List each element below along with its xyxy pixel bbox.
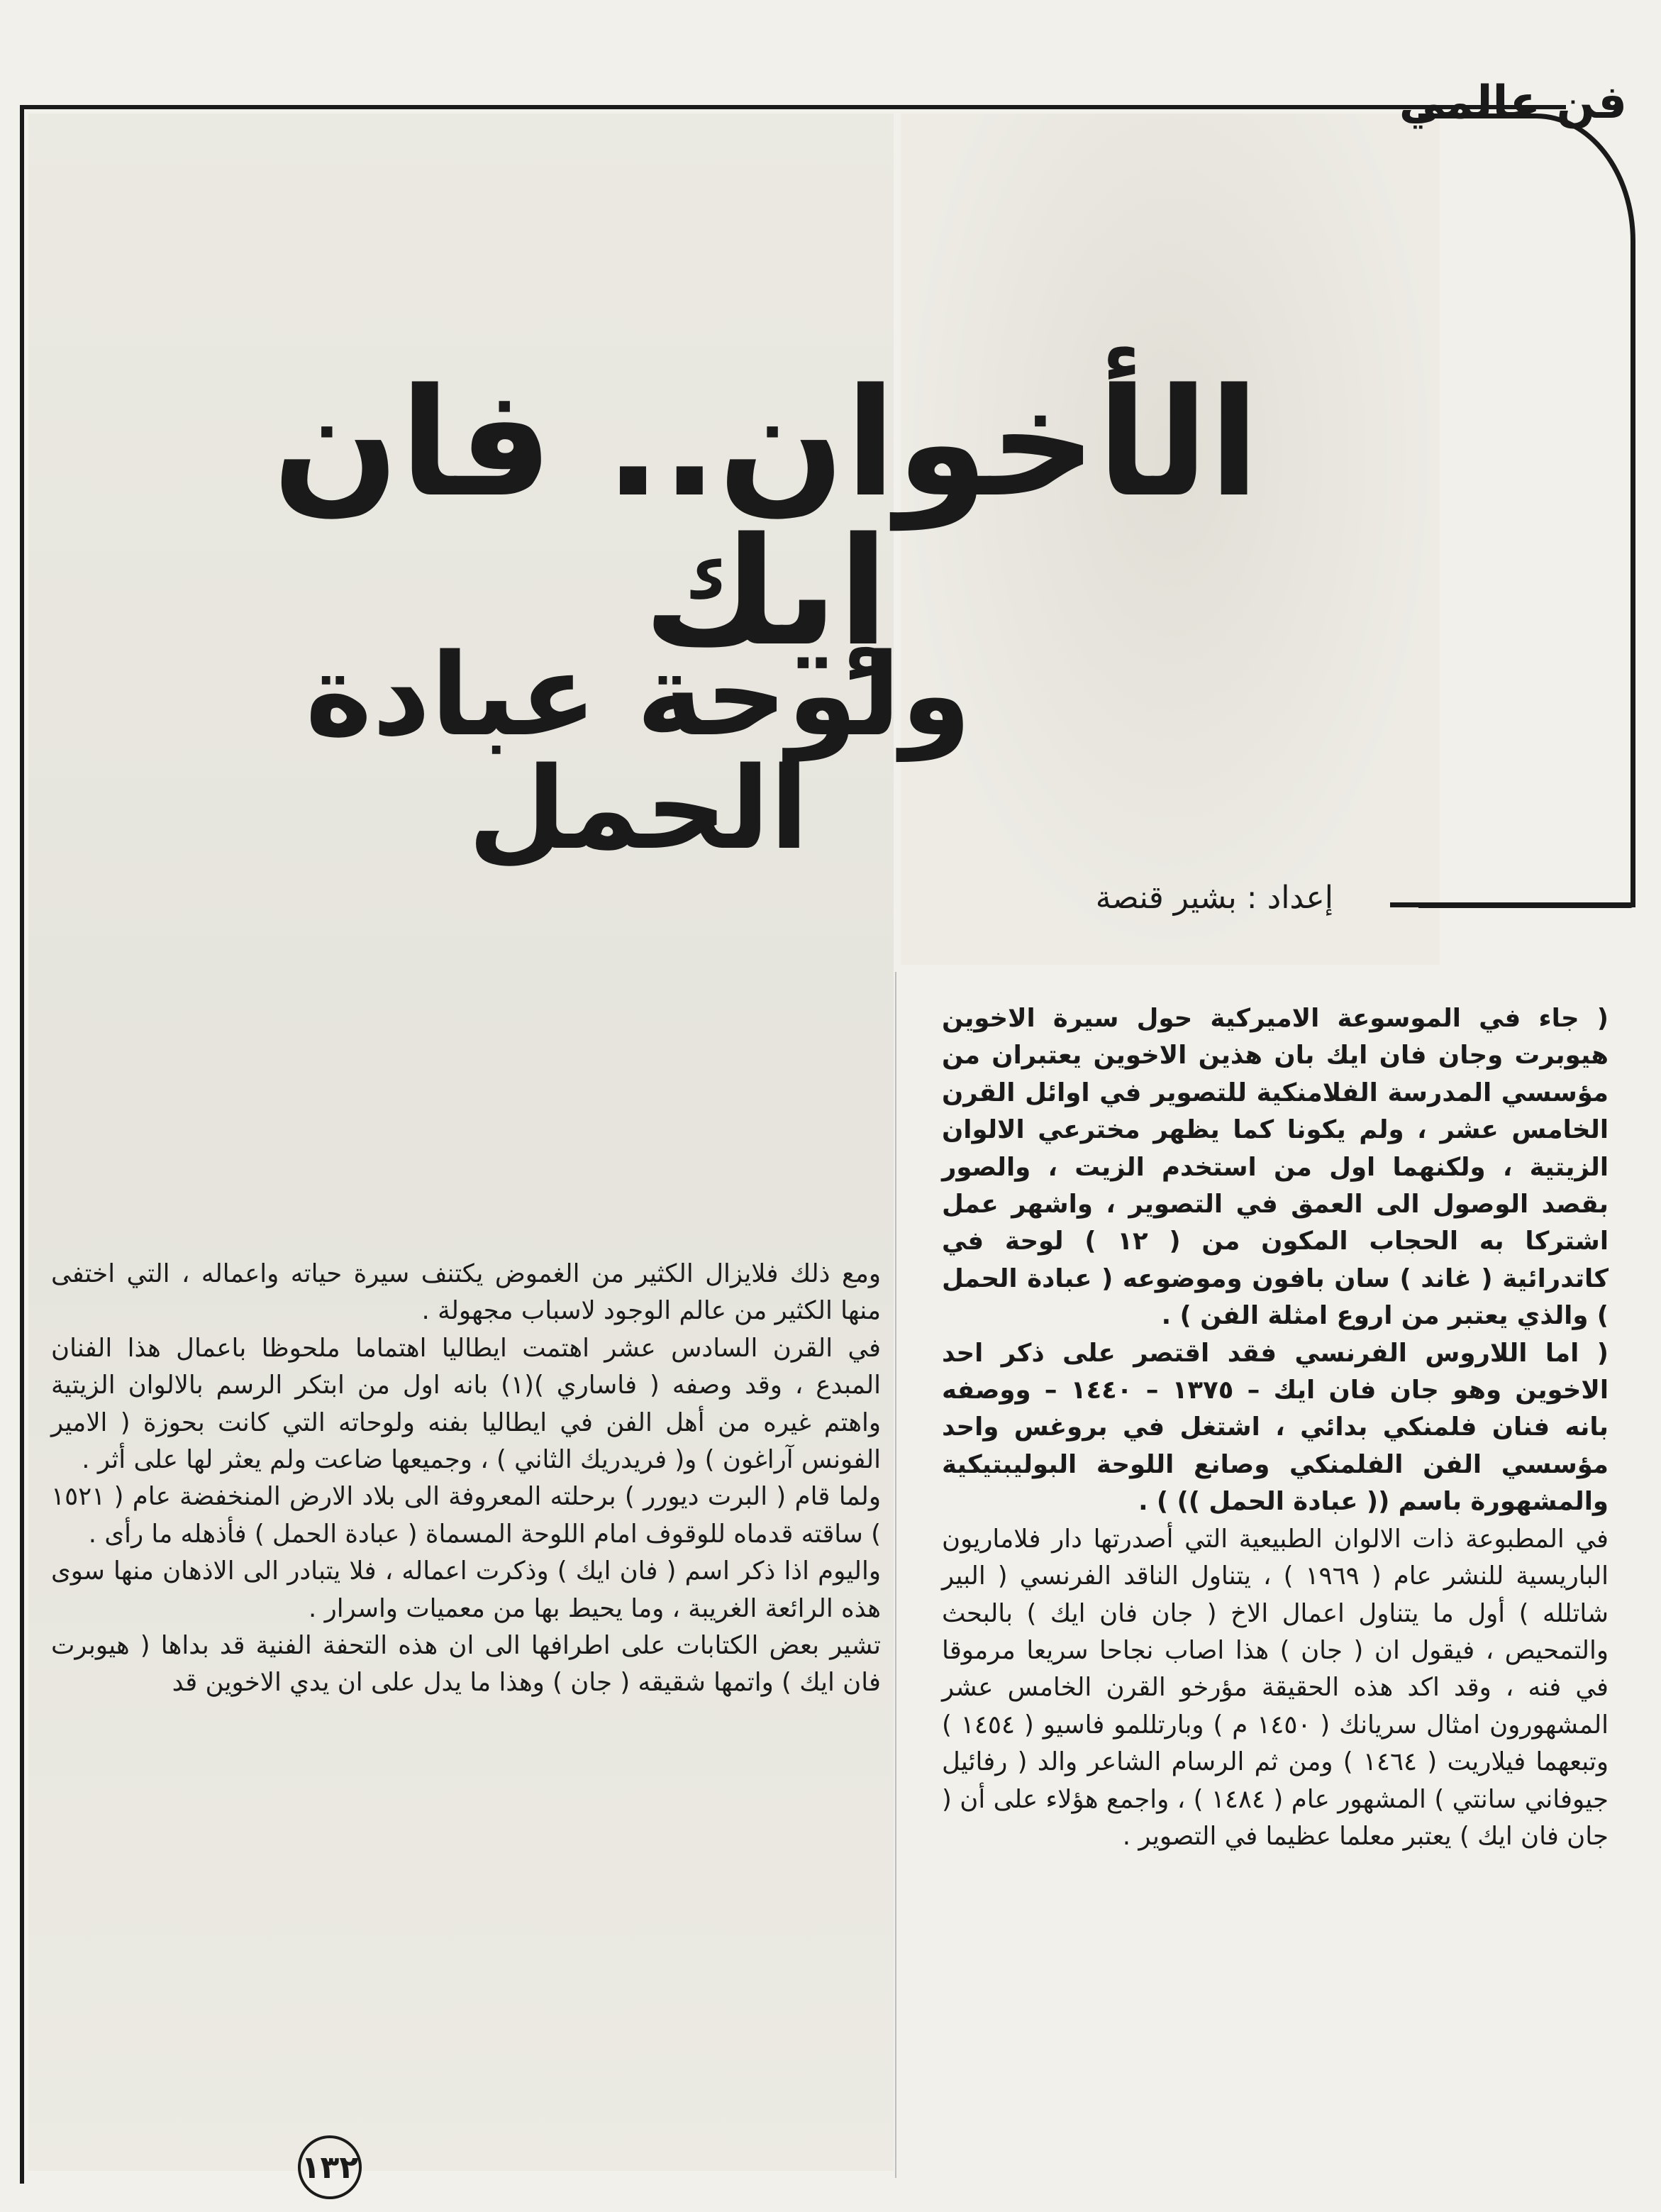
paragraph: ( جاء في الموسوعة الاميركية حول سيرة الاخوين هيوبرت وجان فان ايك بان هذين الاخوين يعتبران من مؤسسي المدرسة الفلامنكية للتصوير في اوائل القرن الخامس عشر ، ولم يكونا كما يظهر مخترعي الالوان الزيتية ، ولكنهما اول من استخدم الزيت ، والصور بقصد الوصول الى العمق في التصوير ، واشهر عمل اشتركا به الحجاب المكون من ( ١٢ ) لوحة في كاتدرائية ( غاند ) سان بافون وموضوعه ( عبادة الحمل ) والذي يعتبر من اروع امثلة الفن ) . [942, 1004, 1609, 1331]
paragraph: ولما قام ( البرت ديورر ) برحلته المعروفة الى بلاد الارض المنخفضة عام ( ١٥٢١ ) ساقته قدماه للوقوف امام اللوحة المسماة ( عبادة الحمل ) فأذهله ما رأى . [51, 1482, 881, 1549]
article-subtitle: ولوحة عبادة الحمل [305, 629, 972, 875]
title-bracket [1418, 114, 1635, 908]
article-title: الأخوان.. فان إيك [272, 356, 1260, 679]
left-column-text [51, 1256, 881, 1702]
page-number: ١٣٢ [298, 2135, 362, 2199]
paragraph: في القرن السادس عشر اهتمت ايطاليا اهتماما ملحوظا باعمال هذا الفنان المبدع ، وقد وصفه ( فاساري )(١) بانه اول من ابتكر الرسم بالالوان الزيتية واهتم غيره من أهل الفن في ايطاليا بفنه ولوحاته التي كانت بحوزة ( الامير الفونس آراغون ) و( فريدريك الثاني ) ، وجميعها ضاعت ولم يعثر لها على أثر . [51, 1333, 882, 1475]
frame-top-rule [20, 105, 1566, 109]
paragraph: واليوم اذا ذكر اسم ( فان ايك ) وذكرت اعماله ، فلا يتبادر الى الاذهان منها سوى هذه الرائعة الغريبة ، وما يحيط بها من معميات واسرار . [51, 1556, 881, 1623]
column-divider [895, 972, 896, 2178]
author-byline: إعداد : بشير قنصة [1095, 880, 1333, 916]
paragraph: تشير بعض الكتابات على اطرافها الى ان هذه التحفة الفنية قد بداها ( هيوبرت فان ايك ) واتمها شقيقه ( جان ) وهذا ما يدل على ان يدي الاخوين قد [51, 1631, 881, 1698]
right-column-text [942, 1000, 1609, 1855]
frame-left-rule [20, 105, 24, 2184]
title-bracket-bottom [1390, 902, 1635, 907]
paragraph: ومع ذلك فلايزال الكثير من الغموض يكتنف سيرة حياته واعماله ، التي اختفى منها الكثير من عالم الوجود لاسباب مجهولة . [51, 1259, 881, 1326]
paragraph: في المطبوعة ذات الالوان الطبيعية التي أصدرتها دار فلاماريون الباريسية للنشر عام ( ١٩٦٩ ) ، يتناول الناقد الفرنسي ( البير شاتلله ) أول ما يتناول اعمال الاخ ( جان فان ايك ) بالبحث والتمحيص ، فيقول ان ( جان ) هذا اصاب نجاحا سريعا مرموقا في فنه ، وقد اكد هذه الحقيقة مؤرخو القرن الخامس عشر المشهورون امثال سريانك ( ١٤٥٠ م ) وبارتللمو فاسيو ( ١٤٥٤ ) وتبعهما فيلاريت ( ١٤٦٤ ) ومن ثم الرسام الشاعر والد ( رفائيل جيوفاني سانتي ) المشهور عام ( ١٤٨٤ ) ، واجمع هؤلاء على أن ( جان فان ايك ) يعتبر معلما عظيما في التصوير . [942, 1524, 1609, 1851]
section-label: فن عالمي [1399, 77, 1627, 129]
paragraph: ( اما اللاروس الفرنسي فقد اقتصر على ذكر احد الاخوين وهو جان فان ايك – ١٣٧٥ – ١٤٤٠ – ووصفه بانه فنان فلمنكي بدائي ، اشتغل في بروغس واحد مؤسسي الفن الفلمنكي وصانع اللوحة البوليبتيكية والمشهورة باسم (( عبادة الحمل )) ) . [942, 1338, 1609, 1517]
